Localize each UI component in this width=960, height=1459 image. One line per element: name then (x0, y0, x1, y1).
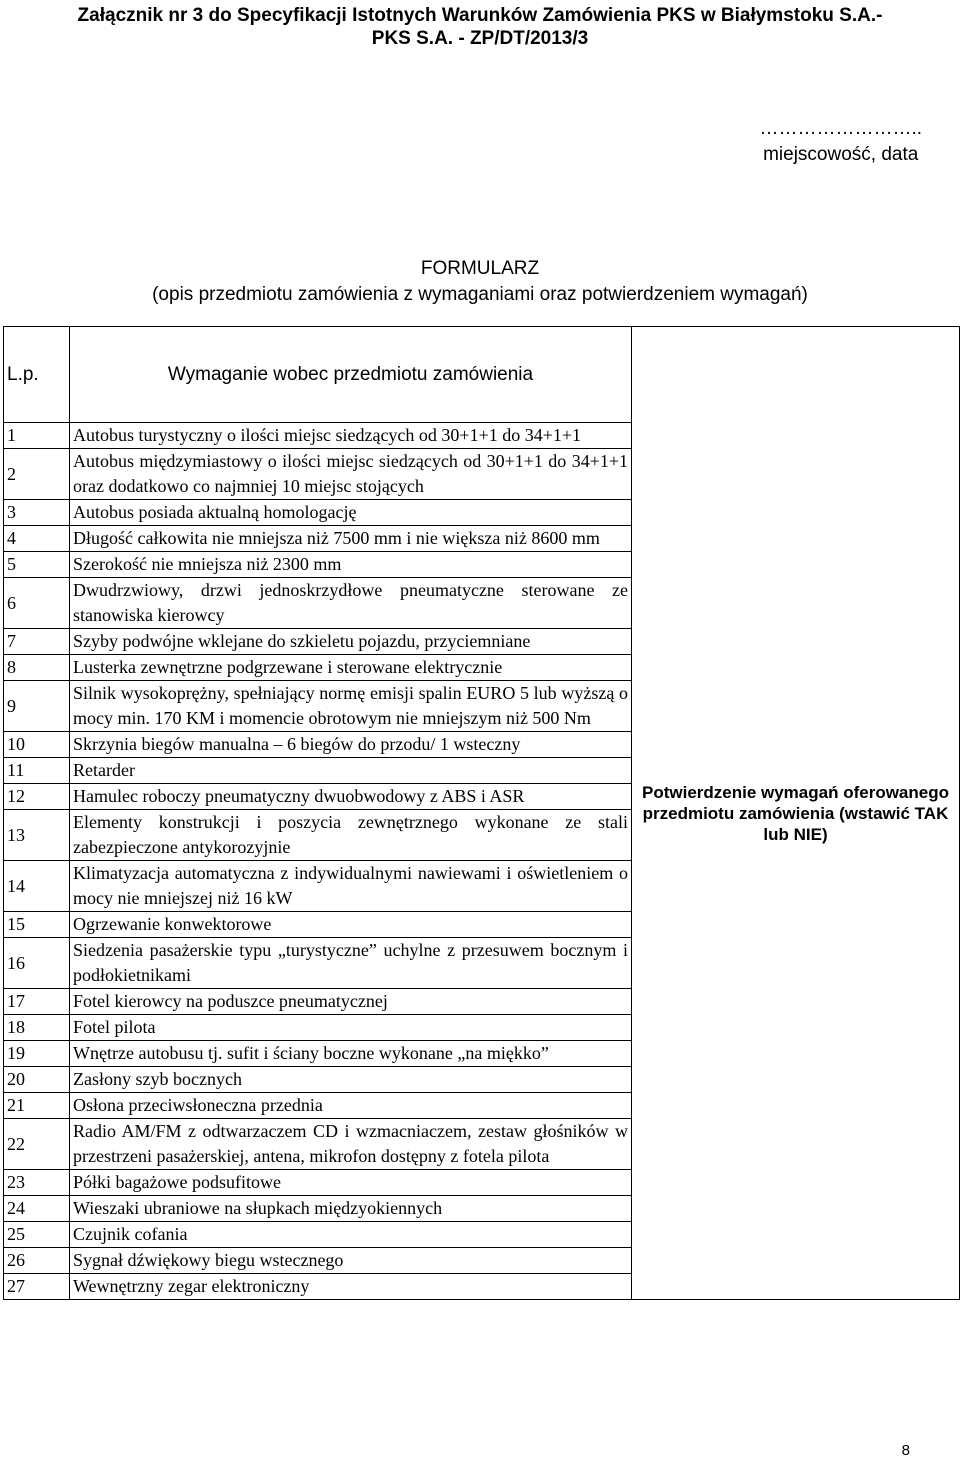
row-requirement: Siedzenia pasażerskie typu „turystyczne” uchylne z przesuwem bocznym i podłokietnikami (70, 938, 632, 989)
row-number: 24 (4, 1196, 70, 1222)
row-requirement: Skrzynia biegów manualna – 6 biegów do przodu/ 1 wsteczny (70, 732, 632, 758)
row-requirement: Hamulec roboczy pneumatyczny dwuobwodowy z ABS i ASR (70, 784, 632, 810)
header-line-2: PKS S.A. - ZP/DT/2013/3 (371, 28, 589, 49)
row-number: 25 (4, 1222, 70, 1248)
row-requirement: Wewnętrzny zegar elektroniczny (70, 1274, 632, 1300)
row-requirement: Osłona przeciwsłoneczna przednia (70, 1093, 632, 1119)
row-number: 22 (4, 1119, 70, 1170)
row-requirement: Klimatyzacja automatyczna z indywidualnymi nawiewami i oświetleniem o mocy nie mniejszej niż 16 kW (70, 861, 632, 912)
place-date-label: miejscowość, data (763, 144, 919, 165)
row-requirement: Dwudrzwiowy, drzwi jednoskrzydłowe pneumatyczne sterowane ze stanowiska kierowcy (70, 578, 632, 629)
row-requirement: Retarder (70, 758, 632, 784)
row-requirement: Lusterka zewnętrzne podgrzewane i sterowane elektrycznie (70, 655, 632, 681)
row-number: 4 (4, 526, 70, 552)
row-requirement: Półki bagażowe podsufitowe (70, 1170, 632, 1196)
row-number: 19 (4, 1041, 70, 1067)
row-number: 13 (4, 810, 70, 861)
row-requirement: Czujnik cofania (70, 1222, 632, 1248)
row-number: 8 (4, 655, 70, 681)
row-requirement: Autobus międzymiastowy o ilości miejsc siedzących od 30+1+1 do 34+1+1 oraz dodatkowo co najmniej 10 miejsc stojących (70, 449, 632, 500)
column-header-requirement: Wymaganie wobec przedmiotu zamówienia (70, 327, 632, 423)
form-title (0, 256, 960, 308)
place-date-block (759, 116, 922, 168)
row-number: 2 (4, 449, 70, 500)
row-number: 23 (4, 1170, 70, 1196)
row-requirement: Wnętrze autobusu tj. sufit i ściany boczne wykonane „na miękko” (70, 1041, 632, 1067)
row-requirement: Silnik wysokoprężny, spełniający normę emisji spalin EURO 5 lub wyższą o mocy min. 170 KM i momencie obrotowym nie mniejszym niż 500 Nm (70, 681, 632, 732)
row-requirement: Radio AM/FM z odtwarzaczem CD i wzmacniaczem, zestaw głośników w przestrzeni pasażerskiej, antena, mikrofon dostępny z fotela pilota (70, 1119, 632, 1170)
form-title-main: FORMULARZ (420, 258, 540, 279)
row-requirement: Autobus turystyczny o ilości miejsc siedzących od 30+1+1 do 34+1+1 (70, 423, 632, 449)
row-requirement: Szyby podwójne wklejane do szkieletu pojazdu, przyciemniane (70, 629, 632, 655)
row-requirement: Autobus posiada aktualną homologację (70, 500, 632, 526)
row-number: 15 (4, 912, 70, 938)
row-number: 3 (4, 500, 70, 526)
row-requirement: Zasłony szyb bocznych (70, 1067, 632, 1093)
row-requirement: Sygnał dźwiękowy biegu wstecznego (70, 1248, 632, 1274)
column-header-confirmation: Potwierdzenie wymagań oferowanego przedmiotu zamówienia (wstawić TAK lub NIE) (632, 327, 960, 1300)
row-requirement: Fotel kierowcy na poduszce pneumatycznej (70, 989, 632, 1015)
row-number: 5 (4, 552, 70, 578)
place-date-dots: …………………….. (759, 118, 922, 139)
table-header-row (4, 327, 960, 423)
row-number: 1 (4, 423, 70, 449)
header-line-1: Załącznik nr 3 do Specyfikacji Istotnych Warunków Zamówienia PKS w Białymstoku S.A.- (77, 5, 883, 26)
row-number: 9 (4, 681, 70, 732)
column-header-lp: L.p. (4, 327, 70, 423)
row-number: 21 (4, 1093, 70, 1119)
row-number: 16 (4, 938, 70, 989)
row-number: 6 (4, 578, 70, 629)
row-requirement: Długość całkowita nie mniejsza niż 7500 mm i nie większa niż 8600 mm (70, 526, 632, 552)
row-number: 26 (4, 1248, 70, 1274)
document-header (0, 0, 960, 50)
row-number: 12 (4, 784, 70, 810)
row-requirement: Fotel pilota (70, 1015, 632, 1041)
row-number: 27 (4, 1274, 70, 1300)
row-requirement: Szerokość nie mniejsza niż 2300 mm (70, 552, 632, 578)
row-number: 7 (4, 629, 70, 655)
row-number: 11 (4, 758, 70, 784)
row-requirement: Ogrzewanie konwektorowe (70, 912, 632, 938)
row-number: 18 (4, 1015, 70, 1041)
row-requirement: Elementy konstrukcji i poszycia zewnętrznego wykonane ze stali zabezpieczone antykorozyjnie (70, 810, 632, 861)
page-number: 8 (901, 1442, 910, 1459)
form-title-subtitle: (opis przedmiotu zamówienia z wymaganiami oraz potwierdzeniem wymagań) (152, 284, 808, 305)
requirements-table (3, 326, 960, 1300)
row-number: 14 (4, 861, 70, 912)
row-number: 10 (4, 732, 70, 758)
row-number: 17 (4, 989, 70, 1015)
row-requirement: Wieszaki ubraniowe na słupkach międzyokiennych (70, 1196, 632, 1222)
row-number: 20 (4, 1067, 70, 1093)
